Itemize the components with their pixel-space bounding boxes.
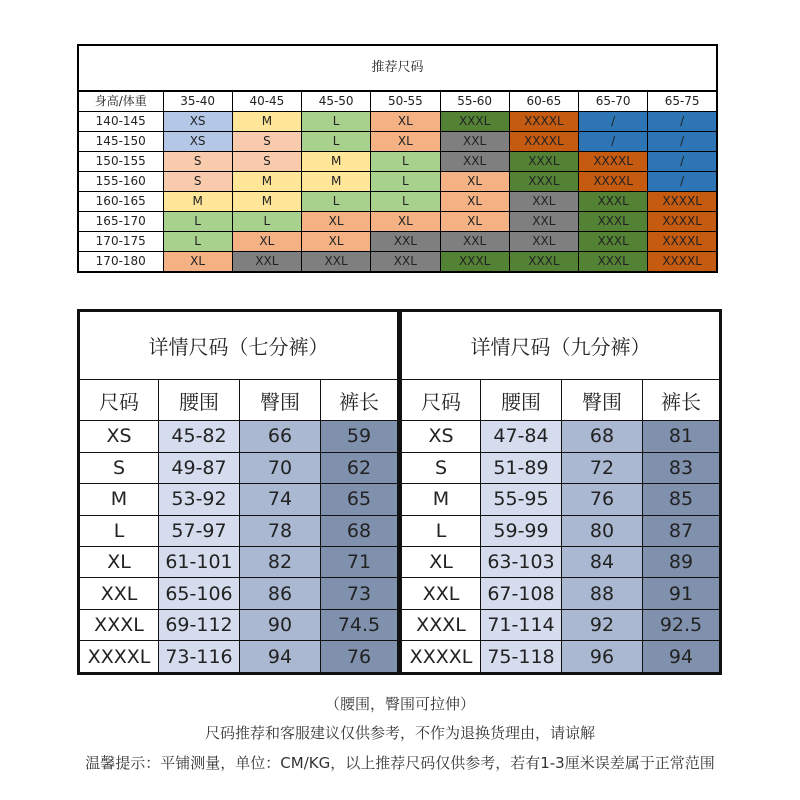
size-cell: XL — [371, 132, 440, 152]
size-cell: XXXL — [440, 252, 509, 273]
length-cell: 85 — [643, 484, 720, 515]
size-cell: / — [579, 132, 648, 152]
table-row — [78, 212, 717, 232]
size-cell: XXXL — [579, 252, 648, 273]
size-cell: XXXL — [509, 152, 578, 172]
length-cell: 87 — [643, 515, 720, 546]
table-row — [78, 252, 717, 273]
waist-cell: 49-87 — [159, 452, 240, 483]
size-cell: M — [232, 172, 301, 192]
length-cell: 68 — [321, 515, 398, 546]
hip-cell: 94 — [240, 641, 321, 673]
length-header: 裤长 — [321, 380, 398, 421]
length-cell: 71 — [321, 547, 398, 578]
weight-header: 65-75 — [648, 91, 717, 112]
height-label: 165-170 — [78, 212, 163, 232]
size-cell: XXL — [371, 232, 440, 252]
table-row — [78, 132, 717, 152]
hip-cell: 78 — [240, 515, 321, 546]
length-cell: 89 — [643, 547, 720, 578]
hip-cell: 82 — [240, 547, 321, 578]
length-cell: 73 — [321, 578, 398, 609]
size-cell: XXL — [402, 578, 481, 609]
size-cell: XXXL — [440, 112, 509, 132]
waist-cell: 69-112 — [159, 609, 240, 640]
size-cell: XXXXL — [579, 152, 648, 172]
waist-cell: 75-118 — [481, 641, 562, 673]
header-row — [80, 380, 398, 421]
size-cell: XL — [440, 192, 509, 212]
size-cell: L — [371, 192, 440, 212]
waist-cell: 63-103 — [481, 547, 562, 578]
header-corner: 身高/体重 — [78, 91, 163, 112]
waist-cell: 67-108 — [481, 578, 562, 609]
size-cell: XXXXL — [80, 641, 159, 673]
weight-header: 40-45 — [232, 91, 301, 112]
waist-header: 腰围 — [481, 380, 562, 421]
size-cell: XL — [402, 547, 481, 578]
size-cell: XXL — [80, 578, 159, 609]
weight-header: 50-55 — [371, 91, 440, 112]
size-cell: S — [163, 152, 232, 172]
size-cell: XL — [371, 112, 440, 132]
size-cell: M — [80, 484, 159, 515]
size-cell: L — [302, 112, 371, 132]
waist-header: 腰围 — [159, 380, 240, 421]
hip-cell: 86 — [240, 578, 321, 609]
length-cell: 76 — [321, 641, 398, 673]
size-cell: XXL — [509, 232, 578, 252]
table-row — [78, 232, 717, 252]
waist-cell: 65-106 — [159, 578, 240, 609]
weight-header: 65-70 — [579, 91, 648, 112]
measurement-tip: 温馨提示：平铺测量，单位：CM/KG，以上推荐尺码仅供参考，若有1-3厘米误差属于正常范围 — [85, 754, 715, 772]
hip-cell: 76 — [562, 484, 643, 515]
hip-cell: 70 — [240, 452, 321, 483]
length-cell: 83 — [643, 452, 720, 483]
table-row — [78, 192, 717, 212]
height-label: 145-150 — [78, 132, 163, 152]
weight-header: 60-65 — [509, 91, 578, 112]
weight-header: 35-40 — [163, 91, 232, 112]
table-row — [80, 547, 398, 578]
table-row — [402, 452, 720, 483]
size-cell: M — [232, 192, 301, 212]
table-row — [80, 452, 398, 483]
size-cell: L — [371, 152, 440, 172]
hip-cell: 90 — [240, 609, 321, 640]
hip-cell: 88 — [562, 578, 643, 609]
height-label: 155-160 — [78, 172, 163, 192]
size-cell: XXXL — [509, 252, 578, 273]
detail7-title: 详情尺码（七分裤） — [80, 312, 398, 380]
hip-cell: 66 — [240, 421, 321, 452]
size-cell: / — [579, 112, 648, 132]
size-cell: XL — [302, 212, 371, 232]
size-cell: / — [648, 172, 717, 192]
size-cell: XXXXL — [579, 172, 648, 192]
size-cell: XL — [371, 212, 440, 232]
hip-cell: 72 — [562, 452, 643, 483]
table-row — [402, 515, 720, 546]
size-cell: XXXXL — [648, 232, 717, 252]
length-cell: 91 — [643, 578, 720, 609]
hip-cell: 68 — [562, 421, 643, 452]
detail-size-table-cropped — [77, 309, 400, 675]
size-cell: XXL — [509, 192, 578, 212]
table-row — [402, 641, 720, 673]
size-cell: XXL — [440, 152, 509, 172]
size-cell: L — [302, 132, 371, 152]
size-cell: XXXL — [579, 192, 648, 212]
size-recommend-table — [77, 44, 718, 273]
length-cell: 59 — [321, 421, 398, 452]
table-row — [80, 421, 398, 452]
size-cell: XXL — [440, 132, 509, 152]
table-row — [80, 578, 398, 609]
size-header: 尺码 — [402, 380, 481, 421]
table-row — [80, 484, 398, 515]
size-cell: XXL — [440, 232, 509, 252]
height-label: 150-155 — [78, 152, 163, 172]
size-cell: XXL — [232, 252, 301, 273]
size-cell: L — [163, 232, 232, 252]
weight-header: 55-60 — [440, 91, 509, 112]
length-cell: 62 — [321, 452, 398, 483]
size-cell: XXXL — [579, 212, 648, 232]
size-cell: L — [163, 212, 232, 232]
size-cell: XL — [440, 212, 509, 232]
size-cell: / — [648, 112, 717, 132]
table-row — [80, 515, 398, 546]
size-cell: S — [232, 132, 301, 152]
size-cell: M — [302, 172, 371, 192]
stretch-note: （腰围，臀围可拉伸） — [324, 695, 475, 713]
length-header: 裤长 — [643, 380, 720, 421]
waist-cell: 61-101 — [159, 547, 240, 578]
hip-header: 臀围 — [562, 380, 643, 421]
waist-cell: 47-84 — [481, 421, 562, 452]
length-cell: 92.5 — [643, 609, 720, 640]
size-cell: / — [648, 132, 717, 152]
height-label: 160-165 — [78, 192, 163, 212]
size-cell: XXXXL — [509, 112, 578, 132]
table-row — [402, 484, 720, 515]
length-cell: 74.5 — [321, 609, 398, 640]
size-cell: S — [163, 172, 232, 192]
size-cell: XXXXL — [648, 212, 717, 232]
table-row — [80, 641, 398, 673]
height-label: 170-180 — [78, 252, 163, 273]
table-row — [402, 421, 720, 452]
waist-cell: 73-116 — [159, 641, 240, 673]
table-row — [78, 112, 717, 132]
size-cell: XXXXL — [509, 132, 578, 152]
size-cell: XS — [163, 112, 232, 132]
length-cell: 81 — [643, 421, 720, 452]
size-cell: XXL — [371, 252, 440, 273]
size-cell: XXXL — [579, 232, 648, 252]
height-label: 140-145 — [78, 112, 163, 132]
hip-cell: 96 — [562, 641, 643, 673]
size-cell: XL — [302, 232, 371, 252]
size-cell: M — [163, 192, 232, 212]
disclaimer-note: 尺码推荐和客服建议仅供参考，不作为退换货理由，请谅解 — [204, 724, 595, 742]
waist-cell: 55-95 — [481, 484, 562, 515]
hip-cell: 74 — [240, 484, 321, 515]
size-cell: XL — [440, 172, 509, 192]
detail-size-table-ninth — [399, 309, 722, 675]
table-row — [78, 152, 717, 172]
size-cell: XXL — [302, 252, 371, 273]
size-cell: L — [402, 515, 481, 546]
size-cell: XXXXL — [402, 641, 481, 673]
size-cell: S — [80, 452, 159, 483]
size-cell: L — [302, 192, 371, 212]
size-header: 尺码 — [80, 380, 159, 421]
header-row — [402, 380, 720, 421]
hip-cell: 84 — [562, 547, 643, 578]
size-cell: XL — [232, 232, 301, 252]
size-cell: XS — [80, 421, 159, 452]
size-cell: XXXL — [402, 609, 481, 640]
height-label: 170-175 — [78, 232, 163, 252]
hip-cell: 92 — [562, 609, 643, 640]
size-cell: XXXL — [509, 172, 578, 192]
waist-cell: 57-97 — [159, 515, 240, 546]
size-cell: L — [371, 172, 440, 192]
waist-cell: 59-99 — [481, 515, 562, 546]
size-cell: / — [648, 152, 717, 172]
size-cell: S — [232, 152, 301, 172]
hip-header: 臀围 — [240, 380, 321, 421]
table-row — [402, 547, 720, 578]
size-cell: XL — [80, 547, 159, 578]
size-cell: L — [80, 515, 159, 546]
hip-cell: 80 — [562, 515, 643, 546]
length-cell: 65 — [321, 484, 398, 515]
size-cell: S — [402, 452, 481, 483]
size-cell: XXXXL — [648, 252, 717, 273]
length-cell: 94 — [643, 641, 720, 673]
recommend-title: 推荐尺码 — [78, 45, 717, 91]
size-cell: XXXXL — [648, 192, 717, 212]
detail9-title: 详情尺码（九分裤） — [402, 312, 720, 380]
size-cell: L — [232, 212, 301, 232]
size-cell: M — [302, 152, 371, 172]
table-row — [78, 172, 717, 192]
waist-cell: 45-82 — [159, 421, 240, 452]
table-row — [402, 578, 720, 609]
size-cell: XS — [163, 132, 232, 152]
waist-cell: 51-89 — [481, 452, 562, 483]
size-cell: M — [232, 112, 301, 132]
size-cell: XL — [163, 252, 232, 273]
weight-header: 45-50 — [302, 91, 371, 112]
size-cell: M — [402, 484, 481, 515]
table-row — [402, 609, 720, 640]
size-cell: XXL — [509, 212, 578, 232]
size-cell: XS — [402, 421, 481, 452]
waist-cell: 71-114 — [481, 609, 562, 640]
table-row — [80, 609, 398, 640]
waist-cell: 53-92 — [159, 484, 240, 515]
size-cell: XXXL — [80, 609, 159, 640]
